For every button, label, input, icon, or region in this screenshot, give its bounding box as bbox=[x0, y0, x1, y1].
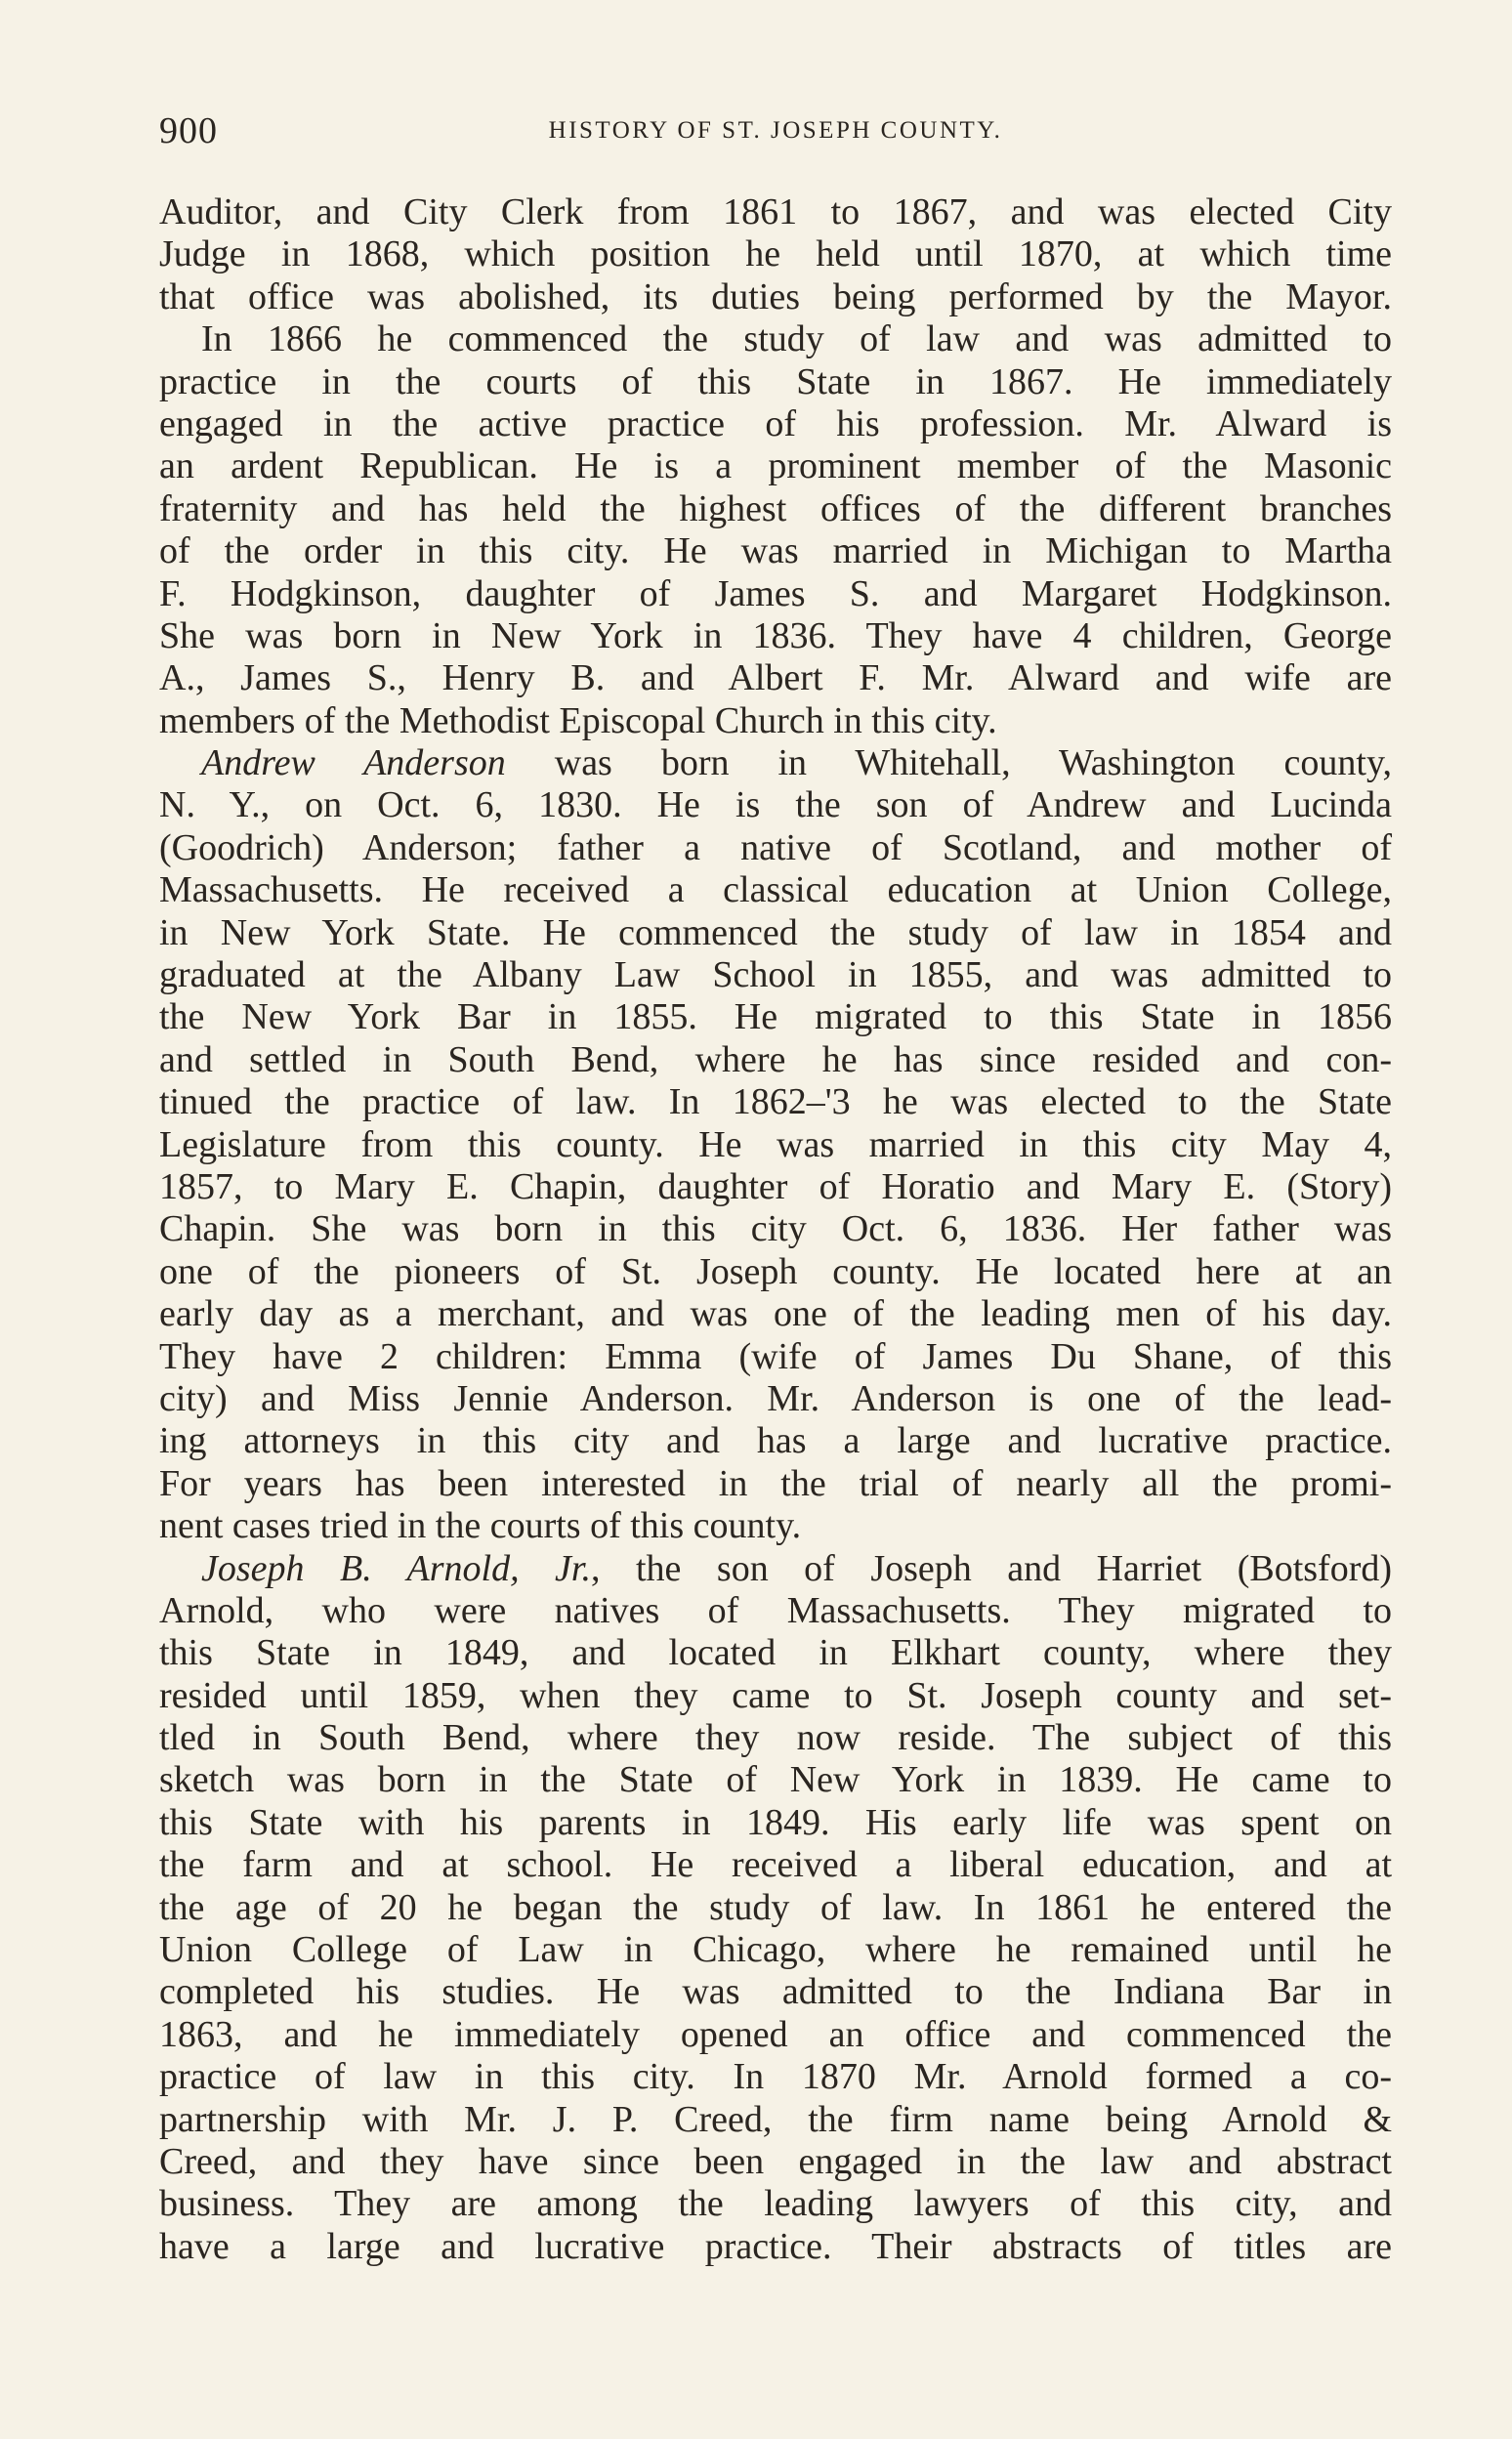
text-line: (Goodrich) Anderson; father a native of Scotland, and mother of bbox=[159, 826, 1392, 868]
text-line: the New York Bar in 1855. He migrated to this State in 1856 bbox=[159, 996, 1392, 1038]
subject-name: Andrew Anderson bbox=[201, 742, 506, 784]
text-line: one of the pioneers of St. Joseph county. He located here at an bbox=[159, 1250, 1392, 1292]
text-line: 1857, to Mary E. Chapin, daughter of Horatio and Mary E. (Story) bbox=[159, 1165, 1392, 1207]
text-line: tinued the practice of law. In 1862–'3 he was elected to the State bbox=[159, 1081, 1392, 1123]
text-run: was born in Whitehall, Washington county, bbox=[505, 742, 1392, 784]
text-line: have a large and lucrative practice. Their abstracts of titles are bbox=[159, 2225, 1392, 2267]
text-line: fraternity and has held the highest offices of the different branches bbox=[159, 487, 1392, 529]
text-line: practice in the courts of this State in 1867. He immediately bbox=[159, 360, 1392, 402]
text-line: this State with his parents in 1849. His early life was spent on bbox=[159, 1801, 1392, 1843]
text-line: Arnold, who were natives of Massachusetts. They migrated to bbox=[159, 1589, 1392, 1631]
text-line: F. Hodgkinson, daughter of James S. and Margaret Hodgkinson. bbox=[159, 572, 1392, 614]
text-line: ing attorneys in this city and has a large and lucrative practice. bbox=[159, 1420, 1392, 1462]
text-line: resided until 1859, when they came to St. Joseph county and set- bbox=[159, 1674, 1392, 1716]
text-line: Judge in 1868, which position he held until 1870, at which time bbox=[159, 233, 1392, 275]
paragraph-start-line bbox=[159, 742, 1392, 784]
text-line: 1863, and he immediately opened an office and commenced the bbox=[159, 2013, 1392, 2055]
text-line: the age of 20 he began the study of law. In 1861 he entered the bbox=[159, 1886, 1392, 1928]
running-head bbox=[159, 109, 1392, 158]
text-line: partnership with Mr. J. P. Creed, the firm name being Arnold & bbox=[159, 2098, 1392, 2140]
text-line: the farm and at school. He received a liberal education, and at bbox=[159, 1844, 1392, 1886]
text-line: and settled in South Bend, where he has since resided and con- bbox=[159, 1038, 1392, 1080]
text-line: this State in 1849, and located in Elkhart county, where they bbox=[159, 1632, 1392, 1674]
text-line: city) and Miss Jennie Anderson. Mr. Anderson is one of the lead- bbox=[159, 1377, 1392, 1419]
text-line: business. They are among the leading lawyers of this city, and bbox=[159, 2183, 1392, 2225]
text-line: They have 2 children: Emma (wife of James Du Shane, of this bbox=[159, 1335, 1392, 1377]
text-line: engaged in the active practice of his profession. Mr. Alward is bbox=[159, 402, 1392, 444]
text-line: A., James S., Henry B. and Albert F. Mr. Alward and wife are bbox=[159, 657, 1392, 699]
text-line: Creed, and they have since been engaged in the law and abstract bbox=[159, 2140, 1392, 2182]
text-line: Chapin. She was born in this city Oct. 6, 1836. Her father was bbox=[159, 1208, 1392, 1250]
text-body bbox=[159, 191, 1392, 2268]
text-line: tled in South Bend, where they now reside. The subject of this bbox=[159, 1717, 1392, 1759]
text-line: Union College of Law in Chicago, where he remained until he bbox=[159, 1929, 1392, 1971]
text-line: completed his studies. He was admitted to the Indiana Bar in bbox=[159, 1971, 1392, 2013]
text-line: Legislature from this county. He was married in this city May 4, bbox=[159, 1123, 1392, 1165]
text-line: practice of law in this city. In 1870 Mr. Arnold formed a co- bbox=[159, 2056, 1392, 2098]
page-number: 900 bbox=[159, 110, 218, 151]
paragraph-start-line: In 1866 he commenced the study of law and was admitted to bbox=[201, 318, 1392, 360]
text-line: Massachusetts. He received a classical education at Union College, bbox=[159, 869, 1392, 911]
paragraph-end-line: members of the Methodist Episcopal Church in this city. bbox=[159, 699, 997, 741]
text-line: For years has been interested in the trial of nearly all the promi- bbox=[159, 1462, 1392, 1504]
text-line: that office was abolished, its duties being performed by the Mayor. bbox=[159, 275, 1392, 317]
text-line: She was born in New York in 1836. They have 4 children, George bbox=[159, 614, 1392, 656]
paragraph-start-line bbox=[159, 1548, 1392, 1590]
running-title: HISTORY OF ST. JOSEPH COUNTY. bbox=[548, 117, 1003, 144]
text-line: graduated at the Albany Law School in 1855, and was admitted to bbox=[159, 954, 1392, 996]
text-run: , the son of Joseph and Harriet (Botsford) bbox=[591, 1547, 1392, 1589]
text-line: of the order in this city. He was married in Michigan to Martha bbox=[159, 530, 1392, 572]
text-line: sketch was born in the State of New York in 1839. He came to bbox=[159, 1759, 1392, 1801]
paragraph-end-line: nent cases tried in the courts of this county. bbox=[159, 1505, 802, 1547]
text-line: in New York State. He commenced the study of law in 1854 and bbox=[159, 911, 1392, 953]
text-line: Auditor, and City Clerk from 1861 to 1867, and was elected City bbox=[159, 191, 1392, 232]
text-line: an ardent Republican. He is a prominent member of the Masonic bbox=[159, 445, 1392, 487]
text-line: N. Y., on Oct. 6, 1830. He is the son of Andrew and Lucinda bbox=[159, 784, 1392, 826]
subject-name: Joseph B. Arnold, Jr. bbox=[201, 1547, 592, 1589]
text-line: early day as a merchant, and was one of the leading men of his day. bbox=[159, 1293, 1392, 1335]
